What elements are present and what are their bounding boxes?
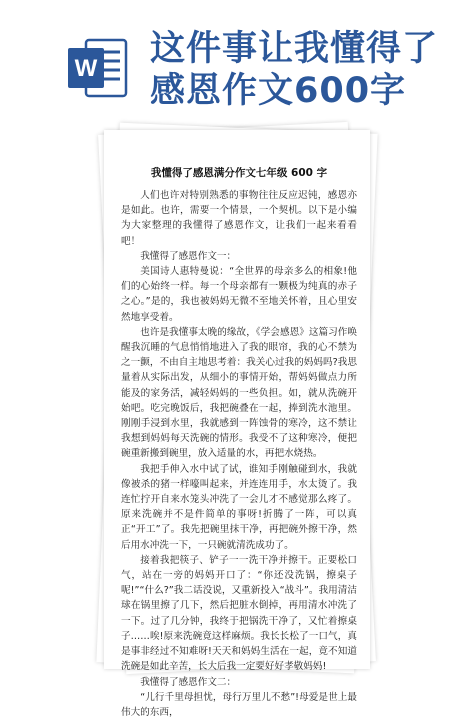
paragraph: “儿行千里母担忧，母行万里儿不愁”!母爱是世上最伟大的东西，: [121, 691, 357, 718]
paragraph: 接着我把筷子、铲子一一洗干净并擦干。正要松口气，站在一旁的妈妈开口了：“你还没洗锅，擦桌子呢!”“什么?”我二话没说，又重新投入“战斗”。我用清洁球在锅里擦了几下，然后把脏水倒掉，再用清水冲洗了一下。过了几分钟，我终于把锅洗干净了，又忙着擦桌子……唉!原来洗碗竟这样麻烦。我长长松了一口气，真是事非经过不知难呀!天天和妈妈生活在一起，竟不知道洗碗是如此辛苦，长大后我一定要好好孝敬妈妈!: [121, 554, 357, 673]
word-document-icon: [64, 34, 132, 102]
paragraph: 我把手伸入水中试了试，谁知手刚触碰到水，我就像被杀的猪一样嚎叫起来，并连连用手，水太烫了。我连忙拧开自来水笼头冲洗了一会儿才不感觉那么疼了。原来洗碗并不是件简单的事呀!折腾了一阵，可以真正“开工”了。我先把碗里抹干净，再把碗外擦干净，然后用水冲洗一下，一只碗就清洗成功了。: [121, 463, 357, 551]
section-heading-1: 我懂得了感恩作文一：: [140, 250, 237, 262]
page-title: [150, 28, 470, 112]
paragraph: 美国诗人惠特曼说：“全世界的母亲多么的相象!他们的心始终一样。每一个母亲都有一颗极为纯真的赤子之心。”是的，我也被妈妈无微不至地关怀着，且心里安然地享受着。: [121, 266, 357, 323]
section-heading-2: 我懂得了感恩作文二：: [140, 676, 237, 688]
paragraph: 也许是我懂事太晚的缘故，《学会感恩》这篇习作唤醒我沉睡的气息悄悄地进入了我的眼帘，我的心不禁为之一颤，不由自主地思考着：我关心过我的妈妈吗?我思量着从实际出发，从细小的事情开始，帮妈妈做点力所能及的家务活，减轻妈妈的一些负担。如，就从洗碗开始吧。吃完晚饭后，我把碗叠在一起，捧到洗水池里。刚刚手浸到水里，我就感到一阵蚀骨的寒冷，这不禁让我想到妈妈每天洗碗的情形。我受不了这种寒冷，便把碗重新搬到碗里，放入适量的水，再把水烧热。: [121, 326, 357, 460]
document-title: 我懂得了感恩满分作文七年级 600 字: [150, 167, 328, 179]
svg-text:W: W: [74, 55, 98, 82]
header-banner: [0, 0, 474, 120]
title-line-2: 感恩作文600字: [150, 71, 407, 111]
document-body: [121, 166, 357, 720]
title-line-1: 这件事让我懂得了: [150, 29, 439, 69]
paragraph-intro: 人们也许对特别熟悉的事物往往反应迟钝，感恩亦是如此。也许，需要一个情景，一个契机。以下是小编为大家整理的我懂得了感恩作文，让我们一起来看看吧！: [121, 190, 357, 247]
